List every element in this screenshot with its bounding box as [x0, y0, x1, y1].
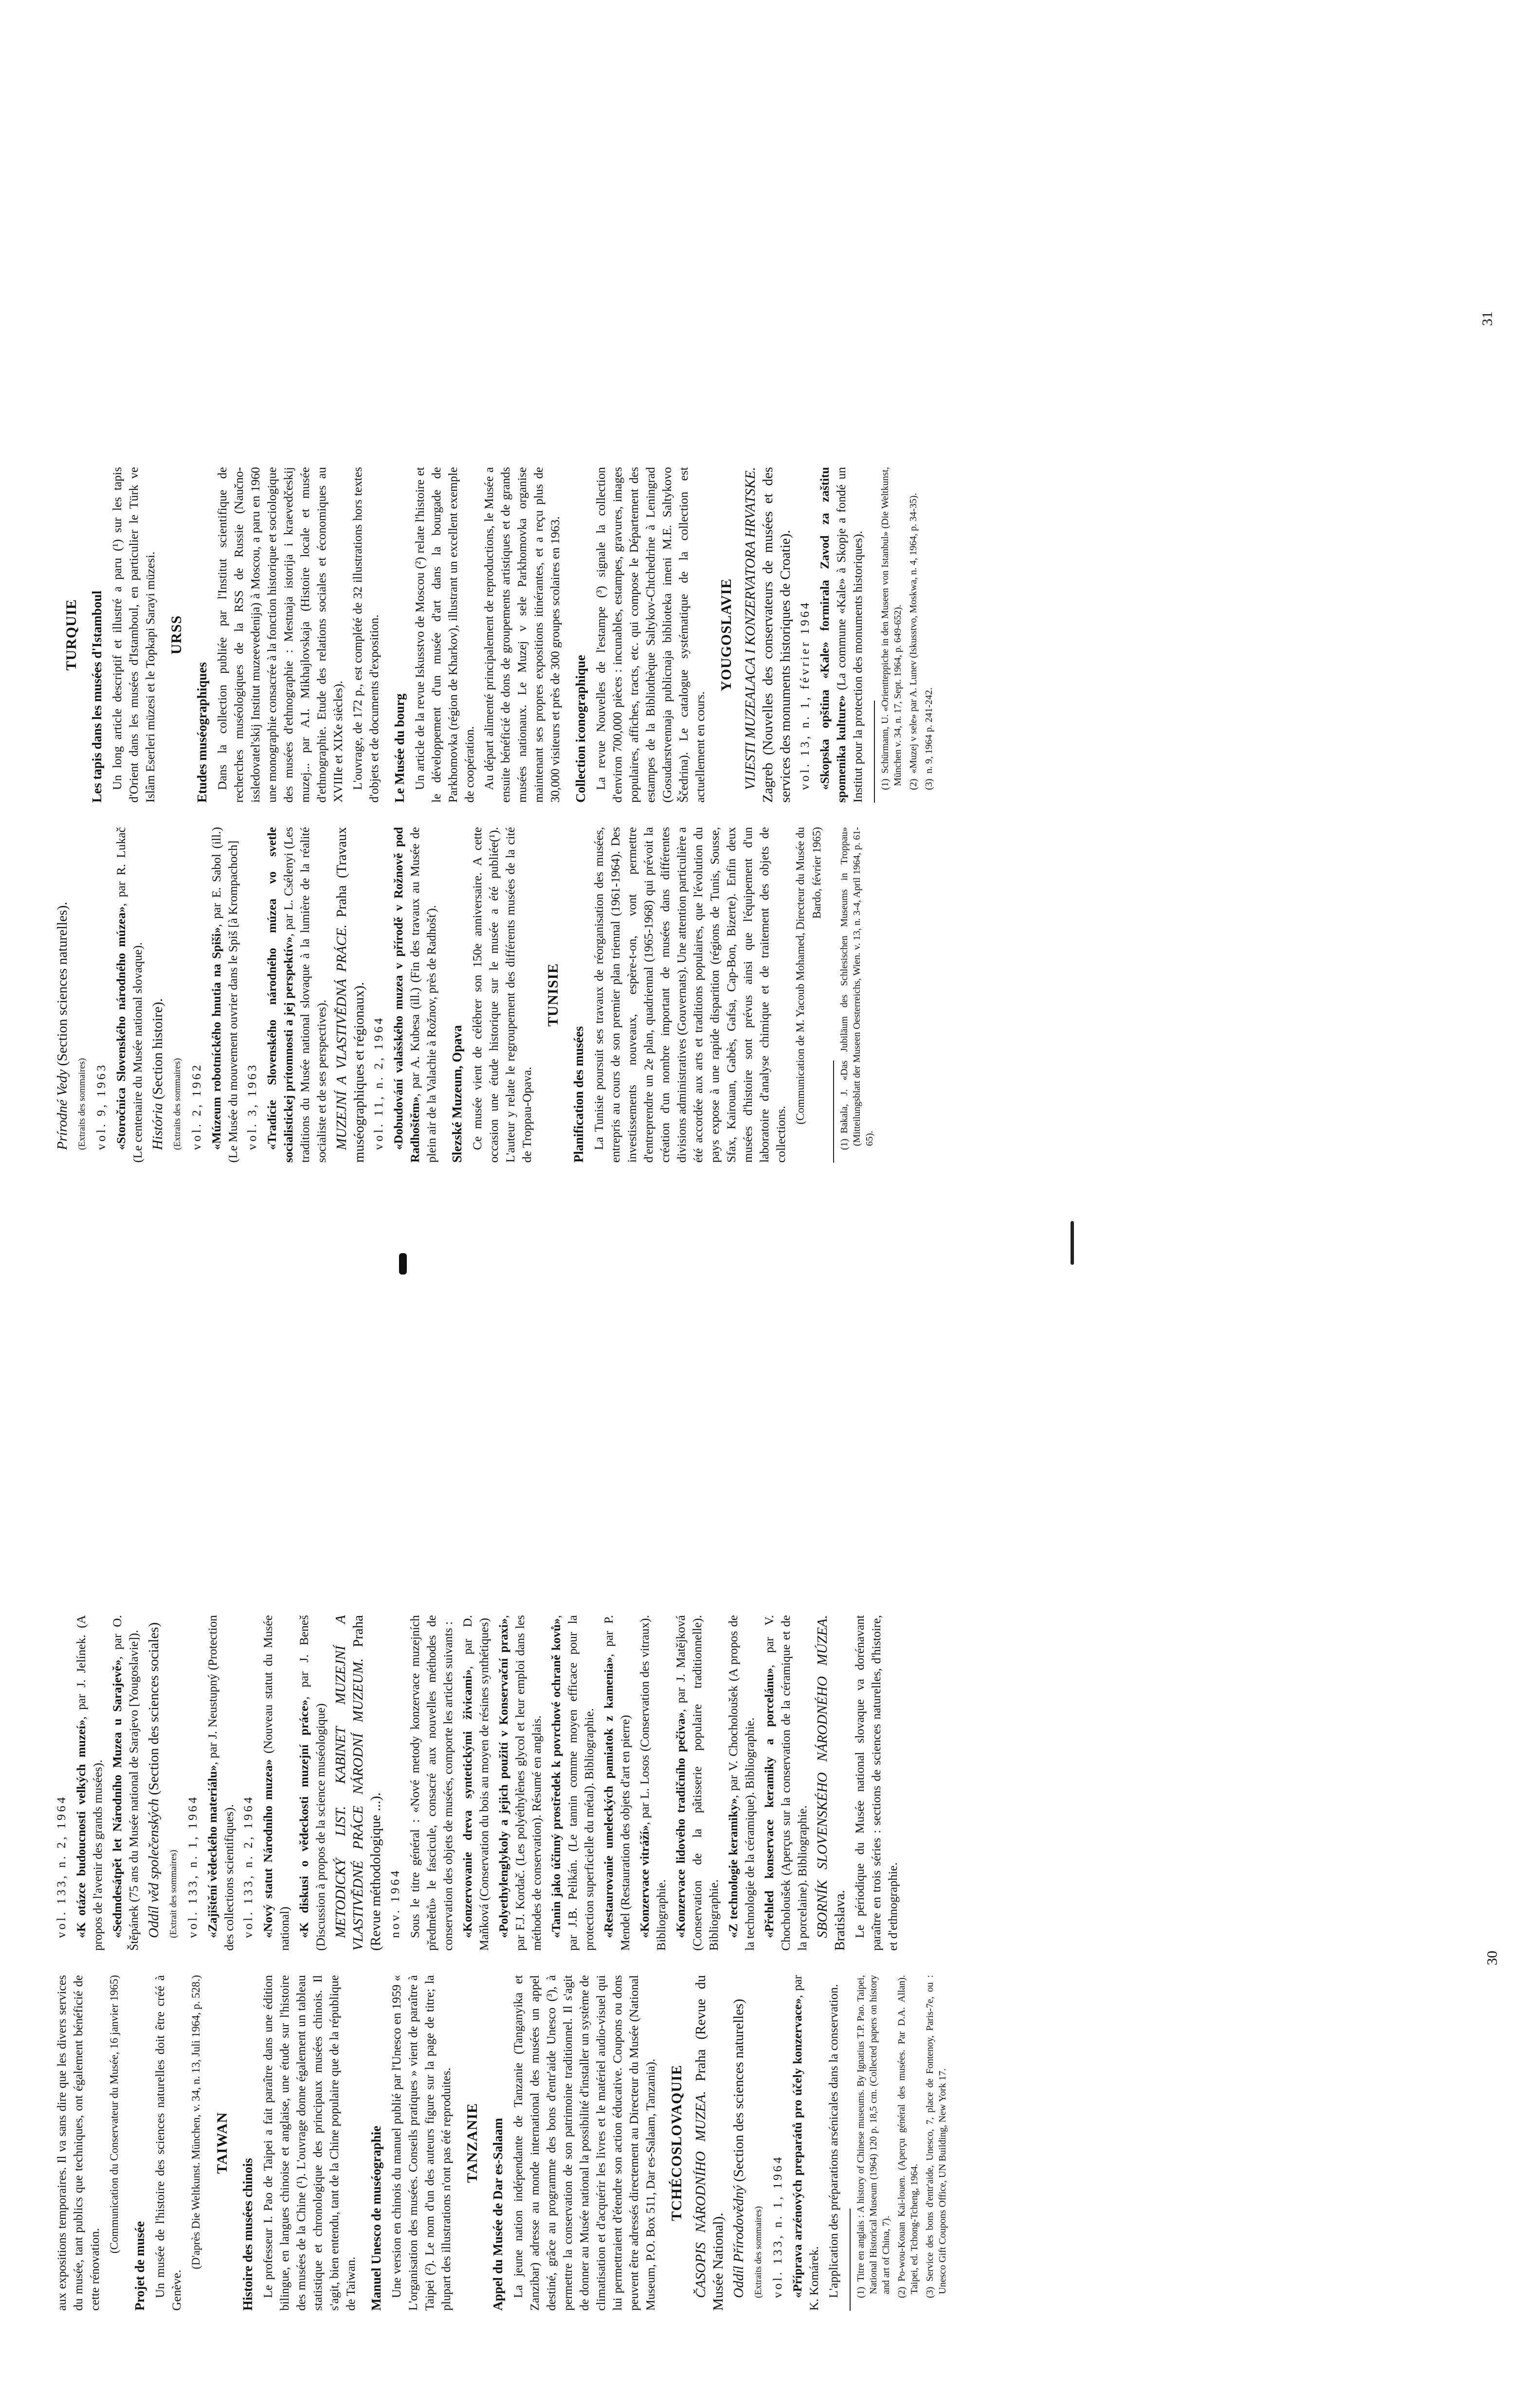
paragraph-bourg: Un article de la revue Iskusstvo de Moscou (²) relate l'histoire et le développement d'un musée d'art dans la bourgade de Parkhomovka (région de Kharkov), illustrant un excellent exemple de coopération. [413, 467, 476, 803]
article-entry [672, 1615, 722, 1951]
source-note: (D'après Die Weltkunst. München, v. 34, n. 13, Juli 1964, p. 528.) [190, 1975, 202, 2269]
volume-line: vol. 9, 1963 [95, 1062, 108, 1150]
heading-collection: Collection iconographique [573, 655, 588, 803]
journal-section [145, 1615, 163, 1951]
article-desc: , par F.J. Kordač. (Les polyéthylènes glycol et leur emploi dans les méthodes de conservation). Résumé en anglais. [496, 1615, 544, 1951]
journal-subtitle: Zagreb (Nouvelles des conservateurs de musées et des services des monuments historiques de Croatie). [760, 467, 793, 803]
country-heading-tunisie: TUNISIE [545, 963, 561, 1027]
article-entry [73, 1615, 106, 1951]
paragraph-bourg-2: Au départ alimenté principalement de reproductions, le Musée a ensuite bénéficié de dons de groupements artistiques et de grands musées nationaux. Le Muzej v sele Parkhomovka organise maintenant ses propres expositions itinérantes, et a reçu plus de 30,000 visiteurs et près de 300 groupes scolaires en 1963. [482, 467, 562, 803]
journal-title [692, 1975, 727, 2311]
article-desc: , par V. Chocholoušek (Aperçus sur la conservation de la céramique et de la porcelaine). Bibliographie. [762, 1615, 809, 1951]
footnote-1 [879, 467, 904, 803]
paragraph-application: L'application des préparations arsénicales dans la conservation. [826, 1984, 840, 2298]
article-title: «Restaurovanie umeleckých pamiatok z kamenia» [601, 1656, 616, 1938]
volume-line: vol. 133, n. 1, 1964 [771, 2155, 784, 2298]
article-entry [817, 467, 866, 803]
footnote-marker: (3) [925, 2286, 935, 2298]
article-title: «Múzeum robotníckého hnutia na Spiši» [209, 927, 223, 1150]
extract-note: (Extraits des sommaires) [753, 2206, 763, 2298]
footnote-2 [907, 467, 920, 803]
country-heading-tanzanie: TANZANIE [464, 2103, 480, 2183]
journal-subtitle: Praha (Revue du Musée National). [693, 1975, 726, 2311]
article-title: «K diskusi o vědeckosti muzejní práce» [297, 1699, 311, 1938]
right-page-column-1 [54, 827, 879, 1163]
article-entry [208, 827, 241, 1163]
footnote-marker: (1) [880, 778, 890, 790]
extract-note: (Extraits des sommaires) [172, 1058, 182, 1150]
article-title: «Nový statut Národního muzea» [261, 1759, 275, 1938]
country-heading-yougoslavie: YOUGOSLAVIE [718, 578, 734, 692]
footnote-marker: (1) [839, 1138, 850, 1150]
article-desc: (La commune «Kale» à Skopje a fondé un Institut pour la protection des monuments historiques). [834, 467, 865, 803]
footnote-marker: (3) [924, 778, 934, 790]
paragraph-projet: Un musée de l'histoire des sciences naturelles doit être créé à Genève. [153, 1975, 183, 2311]
footnote-text: Po-wou-Kouan Kai-louen. (Aperçu général des musées. Par D.A. Allan). Taipei, ed. Tchong-Tcheng, 1964. [896, 1975, 920, 2294]
section-subtitle: (Section des sciences naturelles) [731, 1998, 746, 2182]
section-subtitle: (Section histoire). [150, 998, 165, 1100]
article-desc: , par J. Beneš (Discussion à propos de la science muséologique) [297, 1615, 327, 1951]
article-title: «Příprava arzénových preparátů pro účely konzervace» [790, 1998, 804, 2298]
page-number-right: 31 [1479, 311, 1495, 326]
section-subtitle: (Section sciences naturelles). [54, 901, 70, 1066]
scan-mark [1071, 1221, 1074, 1265]
paragraph-etudes: Dans la collection publiée par l'Institut scientifique de recherches muséologiques de la RSS de Russie (Naučno-issledovatel'skij Institut muzeevedenija) à Moscou, a paru en 1960 une monographie consacrée à la fonction historique et sociologique des musées d'ethnographie : Mestnaja istorija i kraevedčeskij muzej... par A.I. Mikhajlovskaja (Histoire locale et musée d'ethnographie. Etude des relations sociales et économiques au XVIIIe et XIXe siècles). [215, 467, 345, 803]
footnote-rule [833, 1060, 834, 1163]
article-title: «Dobudování valašského muzea v přírodě v Rožnově pod Radhoštěm» [391, 827, 422, 1163]
right-page-column-2 [54, 467, 938, 803]
article-title: «Tradície Slovenského národného múzea vo svetle socialistickej prítomnosti a jej perspektív» [265, 827, 295, 1163]
paragraph-methodes: Sous le titre général : «Nové metody konzervace muzejních předmětů» le fascicule, consacré aux nouvelles méthodes de conservation des objets de musées, comporte les articles suivants : [408, 1615, 455, 1951]
volume-line: vol. 133, n. 1, 1964 [186, 1795, 200, 1938]
article-title: «Přehled konservace keramiky a porcelánu» [762, 1668, 776, 1938]
journal-title [814, 1615, 849, 1951]
journal-name: SBORNÍK SLOVENSKÉHO NÁRODNÉHO MÚZEA. [815, 1615, 830, 1938]
paragraph-collection: La revue Nouvelles de l'estampe (³) signale la collection d'environ 700,000 pièces : incunables, estampes, gravures, images populaires, affiches, tracts, etc. qui compose le Département des estampes de la Bibliothèque Saltykov-Chtchedrine à Leningrad (Gosudarstvennaja publicnaja biblioteka imeni M.E. Saltykovo Ščedrina). Le catalogue systématique de la collection est actuellement en cours. [594, 467, 707, 803]
article-entry [260, 1615, 293, 1951]
article-desc: , par P. Mendel (Restauration des objets d'art en pierre) [601, 1615, 632, 1951]
footnote-text: «Muzej v sele» par A. Lunev (Iskusstvo, Moskwa, n. 4, 1964, p. 34-35). [908, 493, 919, 773]
article-entry [789, 1975, 822, 2311]
section-subtitle: (Section des sciences sociales) [146, 1622, 162, 1796]
communication-note: (Communication du Conservateur du Musée, 16 janvier 1965) [108, 1975, 120, 2254]
article-entry [204, 1615, 237, 1951]
heading-projet-de-musee: Projet de musée [132, 2221, 147, 2311]
footnote-2 [895, 1975, 921, 2311]
article-entry [725, 1615, 758, 1951]
article-title: «Tanin jako účinný prostředek k povrchové ochraně kovů» [549, 1618, 563, 1938]
paragraph-slezske: Ce musée vient de célébrer son 150e anniversaire. A cette occasion une étude historique sur le musée a été publiée(¹). L'auteur y relate le regroupement des différents musées de la cité de Troppau-Opava. [470, 827, 534, 1163]
footnote-text: Service des bons d'entr'aide, Unesco, 7, place de Fontenoy, Paris-7e, ou : Unesco Gift Coupons Office, UN Building, New York 17. [925, 1975, 948, 2294]
article-desc: , par J. Matějková (Conservation de la pâtisserie populaire traditionnelle). Bibliographie. [673, 1615, 721, 1951]
journal-name: METODICKÝ LIST. KABINET MUZEJNÍ A VLASTIVĚDNÉ PRÁCE NÁRODNÍ MUZEUM. [333, 1615, 366, 1951]
volume-line: vol. 3, 1963 [246, 1062, 259, 1150]
footnote-text: Titre en anglais : A history of Chinese museums. By Ignatius T.P. Pao. Taipei, National Historical Museum (1964) 120 p. 18,5 cm. (Collected papers on history and art of China, 7). [855, 1975, 891, 2294]
volume-line: vol. 2, 1962 [190, 1062, 203, 1150]
paragraph-tapis: Un long article descriptif et illustré a paru (¹) sur les tapis d'Orient dans les musées d'Istamboul, en particulier le Türk ve Islâm Eserleri müzesi et le Topkapi Sarayi müzesi. [110, 467, 157, 803]
article-title: «K otázce budoucnosti velkých muzeí» [74, 1719, 88, 1938]
article-title: «Konzervovanie dreva syntetickými živicami» [460, 1669, 474, 1938]
paragraph-histoire: Le professeur I. Pao de Taipei a fait paraître dans une édition bilingue, en langues chinoise et anglaise, une étude sur l'histoire des musées de la Chine (¹). L'ouvrage donne également un tableau statistique et chronologique des principaux musées chinois. Il s'agit, bien entendu, tant de la Chine populaire que de la république de Taiwan. [261, 1975, 358, 2311]
article-desc: , par V. Chocholoušek (A propos de la technologie de la céramique). Bibliographie. [726, 1615, 757, 1951]
footnote-rule [874, 701, 875, 803]
article-desc: (Nouveau statut du Musée national) [261, 1615, 291, 1951]
paragraph-appel: La jeune nation indépendante de Tanzanie (Tanganyika et Zanzibar) adresse au monde international des musées un appel destiné, grâce au programme des bons d'entr'aide Unesco (³), à permettre la conservation de son patrimoine traditionnel. Il s'agit de donner au Musée national la possibilité d'installer un système de climatisation et d'acquérir les livres et le matériel audio-visuel qui lui permettraient d'étendre son action éducative. Coupons ou dons peuvent être adressés directement au Directeur du Musée (National Museum, P.O. Box 511, Dar es-Salaam, Tanzania). [511, 1975, 657, 2311]
footnote-marker: (2) [896, 2286, 907, 2298]
footnote-text: Bakala, J. «Das Jubiläum des Schlesischen Museums in Troppau» (Mitteilungsblatt der Museen Oesterreichs, Wien. v. 13, n. 3-4, April 1964, p. 61-65). [839, 827, 875, 1146]
page-number-left: 30 [1484, 1951, 1500, 1965]
journal-subtitle: Bratislava. [832, 1890, 848, 1951]
heading-tapis: Les tapis dans les musées d'Istamboul [90, 591, 104, 803]
article-title: «Storočnica Slovenského národného múzea» [114, 906, 128, 1150]
journal-title [333, 827, 368, 1163]
country-heading-turquie: TURQUIE [63, 599, 79, 671]
article-entry [296, 1615, 329, 1951]
article-title: «Polyethylenglykoly a jejich použití v Konservační praxi» [496, 1618, 510, 1938]
left-page-column-1 [54, 1975, 952, 2311]
article-entry [548, 1615, 598, 1951]
article-desc: , par J.B. Pelikán. (Le tannin comme moyen efficace pour la protection superficielle du métal). Bibliographie. [549, 1615, 596, 1951]
article-title: «Konzervace vitráží» [637, 1825, 652, 1938]
paragraph-manuel: Une version en chinois du manuel publié par l'Unesco en 1959 « L'organisation des musées. Conseils pratiques » vient de paraître à Taipei (²). Le nom d'un des auteurs figure sur la page de titre; la plupart des illustrations n'ont pas été reproduites. [389, 1975, 453, 2311]
article-desc: , par L. Csélenyi (Les traditions du Musée national slovaque à la lumière de la réalité socialiste et de ses perspectives). [281, 827, 328, 1163]
footnote-marker: (2) [908, 778, 919, 790]
journal-section [54, 827, 71, 1163]
journal-section [730, 1975, 747, 2311]
article-desc: , par O. Štěpánek (75 ans du Musée national de Sarajevo [Yougoslavie]). [110, 1615, 141, 1951]
article-desc: , par A. Kubesa (ill.) (Fin des travaux au Musée de plein air de la Valachie à Rožnov, près de Radhošť). [408, 827, 438, 1163]
country-heading-taiwan: TAIWAN [214, 2112, 230, 2174]
footnote-3 [924, 1975, 949, 2311]
article-desc: , par L. Losos (Conservation des vitraux). Bibliographie. [637, 1615, 668, 1951]
article-entry [761, 1615, 811, 1951]
article-title: «Zajištění vědeckého materiálu» [205, 1765, 219, 1938]
heading-musee-du-bourg: Le Musée du bourg [392, 693, 407, 803]
article-desc: , par D. Maňková (Conservation du bois au moyen de résines synthétiques) [460, 1615, 491, 1951]
volume-line: vol. 11, n. 2, 1964 [372, 1015, 385, 1150]
article-entry [600, 1615, 634, 1951]
section-name: Oddíl věd společenských [146, 1798, 162, 1938]
volume-line: vol. 133, n. 2, 1964 [55, 1795, 68, 1938]
article-title: «Konzervace lidového tradičního pečiva» [673, 1712, 688, 1938]
article-entry [390, 827, 440, 1163]
scan-mark [399, 1253, 407, 1275]
article-desc: , par R. Lukač (Le centenaire du Musée national slovaque). [114, 827, 145, 1163]
journal-name: VIJESTI MUZEALACA I KONZERVATORA HRVATSKE. [743, 467, 758, 790]
heading-slezske-muzeum: Slezské Muzeum, Opava [450, 1025, 464, 1163]
article-desc: , par K. Komárek. [790, 1975, 821, 2311]
volume-line: vol. 13, n. 1, février 1964 [799, 600, 812, 790]
section-name: Prírodné Vedy [54, 1069, 70, 1150]
left-page-column-2 [54, 1615, 904, 1951]
paragraph-etudes-2: L'ouvrage, de 172 p., est complété de 32 illustrations hors textes d'objets et de documents d'exposition. [350, 467, 381, 803]
footnote-text: n. 9, 1964 p. 241-242. [924, 687, 934, 773]
heading-manuel-unesco: Manuel Unesco de muséographie [369, 2125, 383, 2311]
article-desc: , par J. Neustupný (Protection des collections scientifiques). [205, 1615, 236, 1951]
footnote-rule [850, 2209, 851, 2311]
heading-appel: Appel du Musée de Dar es-Salaam [490, 2118, 505, 2311]
journal-name: MUZEJNÍ A VLASTIVĚDNÁ PRÁCE. [334, 924, 349, 1150]
article-title: «Skopska opština «Kale» formirala Zavod za zaštitu spomenika kulture» [818, 467, 848, 803]
footnote-text: Schürmann, U. «Orientteppiche in den Museen von Istanbul» (Die Weltkunst, München v. 34, n. 17, Sept. 1964, p. 649-652). [880, 467, 903, 786]
paragraph-planification: La Tunisie poursuit ses travaux de réorganisation des musées, entrepris au cours de son premier plan triennal (1961-1964). Des investissements nouveaux, espère-t-on, vont permettre d'entreprendre un 2e plan, quadriennal (1965-1968) qui prévoit la création d'un nombre important de musées dans différentes divisions administratives (Gouvernats). Une attention particulière a été accordée aux arts et traditions populaires, que l'évolution du pays expose à une rapide disparition (régions de Tunis, Sousse, Sfax, Kairouan, Gabès, Gafsa, Cap-Bon, Bizerte). Enfin deux musées d'histoire sont prévus ainsi que l'équipement d'un laboratoire d'analyse chimique et de traitement des objets de collections. [592, 827, 788, 1163]
paragraph-intro: aux expositions temporaires. Il va sans dire que les divers services du musée, tant publics que techniques, ont également bénéficié de cette rénovation. [54, 1975, 102, 2311]
journal-subtitle: Praha (Travaux muséographiques et régionaux). [334, 827, 367, 1163]
communication-note: (Communication de M. Yacoub Mohamed, Directeur du Musée du Bardo, février 1965) [794, 827, 823, 1125]
article-entry [459, 1615, 492, 1951]
footnote-1 [838, 827, 876, 1163]
section-name: História [150, 1103, 165, 1150]
article-entry [495, 1615, 545, 1951]
country-heading-urss: URSS [168, 615, 184, 655]
volume-line: vol. 133, n. 2, 1964 [242, 1795, 255, 1938]
journal-subtitle: Praha (Revue méthodologique ...). [350, 1615, 383, 1951]
country-heading-tchecoslovaquie: TCHÉCOSLOVAQUIE [669, 2065, 685, 2221]
journal-section [149, 827, 166, 1163]
heading-histoire-musees: Histoire des musées chinois [240, 2158, 255, 2311]
journal-title [742, 467, 794, 803]
article-title: «Z technologie keramiky» [726, 1798, 740, 1938]
volume-line: nov. 1964 [389, 1868, 402, 1938]
article-desc: , par E. Sabol (ill.) (Le Musée du mouvement ouvrier dans le Spiš [à Krompachoch] [209, 827, 240, 1163]
heading-planification: Planification des musées [571, 1026, 586, 1163]
article-entry [109, 1615, 142, 1951]
extract-note: (Extrait des sommaires) [168, 1850, 179, 1938]
paragraph-sbornik: Le périodique du Musée national slovaque va dorénavant paraître en trois séries : sections de sciences naturelles, d'histoire, et d'ethnographie. [853, 1615, 900, 1951]
article-entry [636, 1615, 670, 1951]
section-name: Oddíl Přírodovědný [731, 2185, 746, 2298]
footnote-3 [923, 467, 935, 803]
footnote-marker: (1) [855, 2286, 866, 2298]
extract-note: (Extraits des sommaires) [77, 1058, 87, 1150]
article-desc: , par J. Jelínek. (A propos de l'avenir des grands musées). [74, 1615, 105, 1951]
journal-name: ČASOPIS NÁRODNÍHO MUZEA. [693, 2091, 708, 2298]
heading-etudes: Etudes muséographiques [195, 662, 209, 803]
article-entry [264, 827, 330, 1163]
journal-title [332, 1615, 384, 1951]
footnote-1 [854, 1975, 892, 2311]
article-entry [113, 827, 146, 1163]
article-title: «Sedmdesátpět let Národního Muzea u Sarajevě» [110, 1659, 124, 1938]
